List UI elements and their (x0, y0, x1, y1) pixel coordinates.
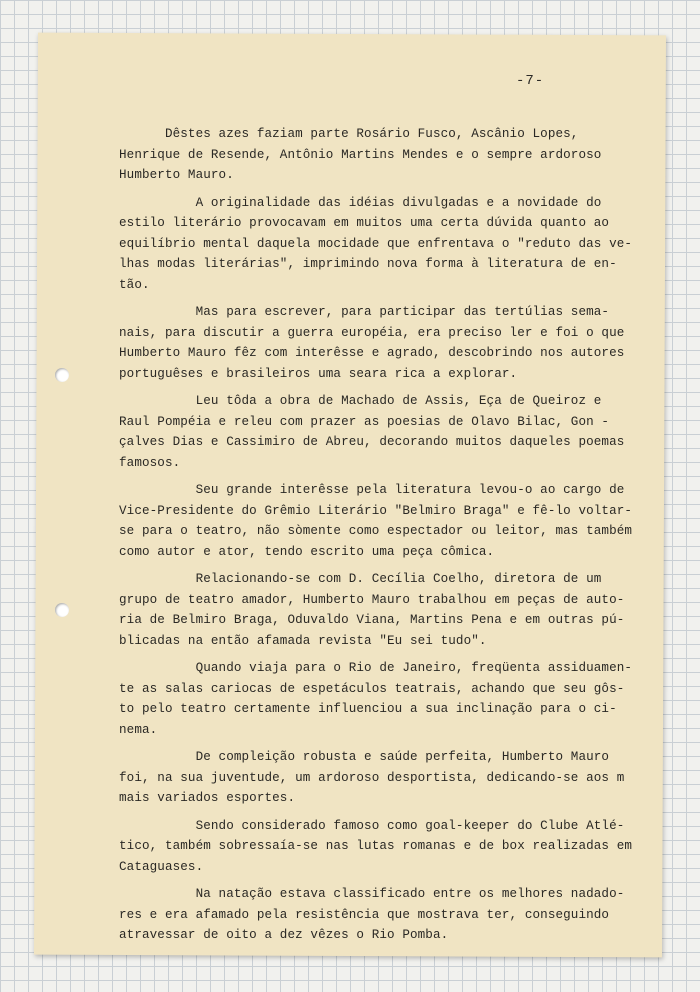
text-line: famosos. (119, 455, 181, 470)
text-line: tico, também sobressaía-se nas lutas romanas e de box realizadas em (119, 839, 633, 853)
text-line: te as salas cariocas de espetáculos teatrais, achando que seu gôs- (119, 681, 625, 696)
text-line: portuguêses e brasileiros uma seara rica a explorar. (119, 366, 518, 381)
page-number: -7- (516, 73, 545, 89)
text-line: nais, para discutir a guerra européia, era preciso ler e foi o que (119, 325, 625, 340)
text-line: foi, na sua juventude, um ardoroso desportista, dedicando-se aos m (119, 770, 625, 785)
text-line: Sendo considerado famoso como goal-keeper do Clube Atlé- (119, 818, 625, 833)
text-line: como autor e ator, tendo escrito uma peça cômica. (119, 544, 495, 559)
text-line: grupo de teatro amador, Humberto Mauro trabalhou em peças de auto- (119, 592, 625, 607)
text-line: Na natação estava classificado entre os melhores nadado- (119, 887, 625, 901)
text-line: equilíbrio mental daquela mocidade que enfrentava o "reduto das ve- (119, 236, 633, 251)
paragraph (119, 569, 639, 651)
paragraph (119, 747, 639, 809)
text-line: to pelo teatro certamente influenciou a sua inclinação para o ci- (119, 702, 617, 716)
text-line: Mas para escrever, para participar das tertúlias sema- (119, 305, 610, 319)
text-line: mais variados esportes. (119, 791, 296, 805)
punch-hole-bottom (55, 603, 69, 617)
text-line: blicadas na então afamada revista "Eu sei tudo". (119, 633, 487, 648)
text-line: Humberto Mauro. (119, 168, 234, 182)
text-line: A originalidade das idéias divulgadas e a novidade do (119, 195, 602, 210)
text-line: Dêstes azes faziam parte Rosário Fusco, Ascânio Lopes, (119, 127, 579, 141)
paragraph (119, 816, 639, 878)
paragraph (119, 884, 639, 946)
text-line: Raul Pompéia e releu com prazer as poesias de Olavo Bilac, Gon - (119, 414, 610, 429)
text-line: De compleição robusta e saúde perfeita, Humberto Mauro (119, 750, 610, 764)
paragraph (119, 480, 639, 562)
text-line: Leu tôda a obra de Machado de Assis, Eça de Queiroz e (119, 394, 602, 408)
text-line: Seu grande interêsse pela literatura levou-o ao cargo de (119, 483, 625, 497)
text-line: res e era afamado pela resistência que mostrava ter, conseguindo (119, 907, 610, 922)
text-line: Cataguases. (119, 859, 204, 874)
paragraph (119, 391, 639, 473)
body-text (119, 124, 639, 946)
text-line: Vice-Presidente do Grêmio Literário "Belmiro Braga" e fê-lo voltar- (119, 503, 633, 518)
paragraph (119, 124, 639, 186)
text-line: estilo literário provocavam em muitos uma certa dúvida quanto ao (119, 216, 610, 230)
punch-hole-top (55, 368, 69, 382)
text-line: Quando viaja para o Rio de Janeiro, freqüenta assiduamen- (119, 661, 633, 675)
text-line: Relacionando-se com D. Cecília Coelho, diretora de um (119, 572, 602, 586)
paragraph (119, 658, 639, 740)
text-line: se para o teatro, não sòmente como espectador ou leitor, mas também (119, 524, 633, 538)
text-line: Henrique de Resende, Antônio Martins Mendes e o sempre ardoroso (119, 147, 602, 162)
paragraph (119, 193, 639, 296)
text-line: Humberto Mauro fêz com interêsse e agrado, descobrindo nos autores (119, 346, 625, 360)
paragraph (119, 302, 639, 384)
text-line: çalves Dias e Cassimiro de Abreu, decorando muitos daqueles poemas (119, 435, 625, 449)
text-line: ria de Belmiro Braga, Oduvaldo Viana, Martins Pena e em outras pú- (119, 613, 625, 627)
text-line: lhas modas literárias", imprimindo nova forma à literatura de en- (119, 257, 617, 271)
text-line: tão. (119, 277, 150, 292)
text-line: atravessar de oito a dez vêzes o Rio Pomba. (119, 928, 449, 942)
text-line: nema. (119, 722, 158, 737)
